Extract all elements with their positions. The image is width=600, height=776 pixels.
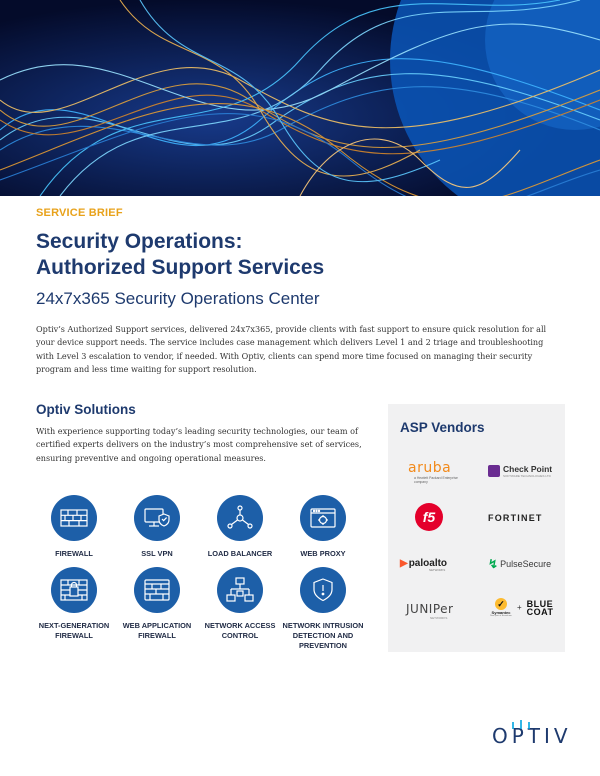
next-gen-firewall-icon — [51, 567, 97, 613]
f5-badge: f5 — [415, 503, 443, 531]
intro-paragraph: Optiv’s Authorized Support services, delivered 24x7x365, provide clients with fast support to ensure quick resolution for all your device support needs. The service includes case management which delivers Level 1 and 2 triage and troubleshooting with Level 3 escalation to vendor, if needed. With Optiv, clients can spend more time focused on managing their security program and less time waiting for support resolution. — [36, 324, 547, 375]
tile-label: NETWORK ACCESS CONTROL — [204, 621, 276, 640]
checkpoint-mark-icon — [488, 465, 500, 477]
juniper-tagline: NETWORKS — [430, 616, 448, 620]
tile-label: LOAD BALANCER — [207, 549, 273, 558]
symantec-tagline: Now part of Broadcom — [490, 615, 512, 617]
tile-label: WEB APPLICATION FIREWALL — [122, 621, 192, 640]
bluecoat-wordmark: BLUE COAT — [526, 598, 554, 617]
pulse-wordmark: PulseSecure — [500, 559, 552, 569]
eyebrow-label: SERVICE BRIEF — [36, 207, 123, 219]
web-app-firewall-icon — [134, 567, 180, 613]
hero-waves-graphic — [0, 0, 600, 196]
solution-tile-ssl-vpn — [115, 495, 199, 559]
tile-label: NETWORK INTRUSION DETECTION AND PREVENTION — [282, 621, 364, 650]
vendors-panel — [388, 404, 565, 652]
vendors-heading: ASP Vendors — [400, 420, 485, 435]
juniper-logo — [406, 602, 453, 620]
checkpoint-wordmark: Check Point — [503, 464, 553, 474]
solution-tile-next-gen-firewall — [32, 567, 116, 641]
firewall-icon — [51, 495, 97, 541]
page-subtitle: 24x7x365 Security Operations Center — [36, 289, 320, 308]
f5-logo — [415, 503, 443, 531]
web-proxy-icon — [300, 495, 346, 541]
network-access-icon — [217, 567, 263, 613]
paloalto-logo — [400, 558, 448, 572]
checkpoint-tagline: SOFTWARE TECHNOLOGIES LTD — [503, 474, 551, 478]
solution-tile-web-app-firewall — [115, 567, 199, 641]
title-line-2: Authorized Support Services — [36, 256, 325, 279]
juniper-wordmark: JUNIPer — [406, 602, 454, 616]
optiv-mark-icon — [508, 720, 542, 730]
tile-label: WEB PROXY — [300, 549, 346, 558]
fortinet-logo — [488, 513, 543, 523]
aruba-tagline: a Hewlett Packard Enterprise company — [414, 476, 458, 484]
hero-image — [0, 0, 600, 196]
tile-label: SSL VPN — [141, 549, 173, 558]
pulse-mark-icon: ↯ — [488, 557, 499, 571]
symantec-bluecoat-logo — [490, 598, 555, 617]
checkpoint-logo — [488, 464, 552, 478]
optiv-wordmark: OPTIV — [492, 724, 572, 748]
ssl-vpn-icon — [134, 495, 180, 541]
tile-label: NEXT-GENERATION FIREWALL — [38, 621, 110, 640]
solution-tile-load-balancer — [198, 495, 282, 559]
paloalto-tagline: NETWORKS — [429, 568, 446, 572]
solutions-heading: Optiv Solutions — [36, 402, 136, 417]
page-title — [36, 229, 576, 281]
solutions-paragraph: With experience supporting today’s leading security technologies, our team of certified experts delivers on the industry’s most comprehensive set of services, ensuring preventive and ongoing operational measures. — [36, 426, 362, 463]
solution-tile-network-access — [198, 567, 282, 641]
symantec-logo — [490, 598, 512, 617]
optiv-logo — [492, 724, 572, 748]
paloalto-wordmark: paloalto — [408, 558, 448, 569]
title-line-1: Security Operations: — [36, 230, 243, 253]
pulse-secure-logo — [488, 557, 551, 571]
tile-label: FIREWALL — [55, 549, 93, 558]
paloalto-mark-icon: ▶ — [400, 558, 408, 569]
solution-tile-web-proxy — [281, 495, 365, 559]
aruba-wordmark: aruba — [408, 460, 452, 476]
symantec-check-icon: ✓ — [495, 598, 507, 610]
symantec-wordmark: Symantec — [491, 610, 511, 615]
aruba-logo — [408, 460, 458, 484]
plus-sign: + — [517, 603, 522, 612]
intrusion-detection-icon — [300, 567, 346, 613]
solution-tile-intrusion-detection — [281, 567, 365, 651]
solution-tile-firewall — [32, 495, 116, 559]
fortinet-wordmark: FORTINET — [488, 513, 543, 523]
load-balancer-icon — [217, 495, 263, 541]
